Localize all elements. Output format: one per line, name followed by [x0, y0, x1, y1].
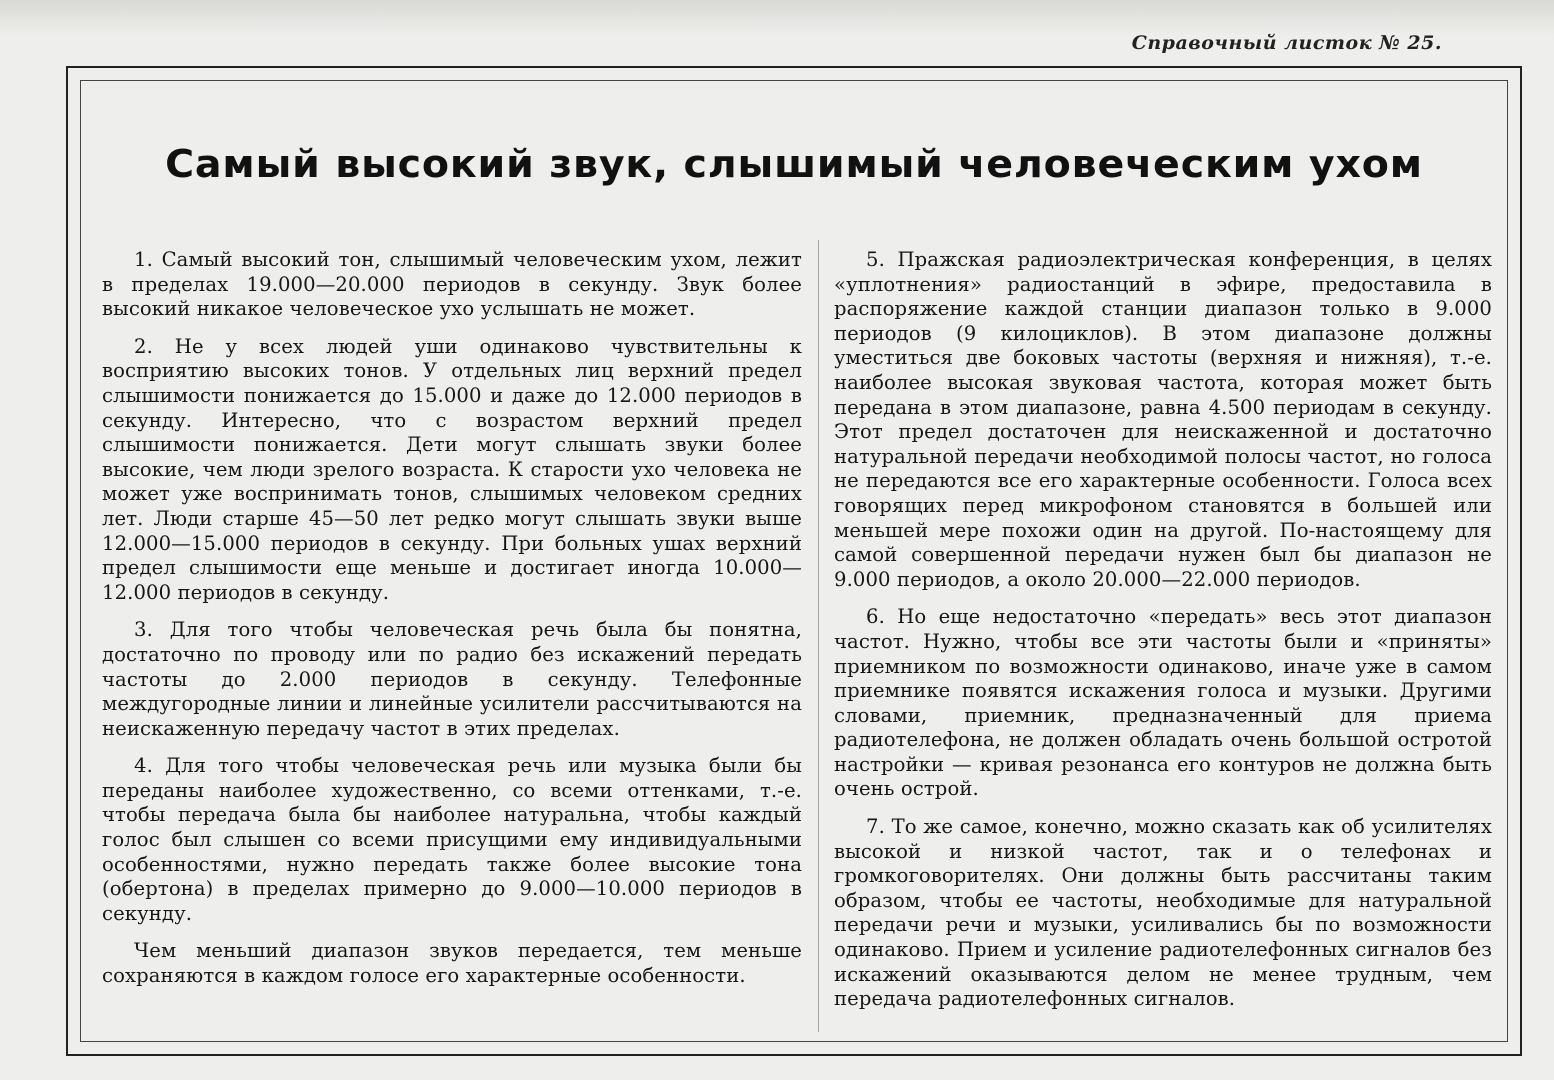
column-divider — [818, 240, 819, 1032]
paragraph-3: 3. Для того чтобы человеческая речь была бы понятна, достаточно по проводу или по радио без искажений передать частоты до 2.000 периодов в секунду. Телефонные междугородные линии и линейные усилители рассчитываются на неискаженную передачу частот в этих пределах. — [102, 618, 802, 740]
paragraph-2: 2. Не у всех людей уши одинаково чувствительны к восприятию высоких тонов. У отдельных лиц верхний предел слышимости понижается до 15.000 и даже до 12.000 периодов в секунду. Интересно, что с возрастом верхний предел слышимости понижается. Дети могут слышать звуки более высокие, чем люди зрелого возраста. К старости ухо человека не может уже воспринимать тонов, слышимых человеком средних лет. Люди старше 45—50 лет редко могут слышать звуки выше 12.000—15.000 периодов в секунду. При больных ушах верхний предел слышимости еще меньше и достигает иногда 10.000—12.000 периодов в секунду. — [102, 334, 802, 604]
paragraph-4-conclusion: Чем меньший диапазон звуков передается, тем меньше сохраняются в каждом голосе его характерные особенности. — [102, 939, 802, 988]
paragraph-4: 4. Для того чтобы человеческая речь или музыка были бы переданы наиболее художественно, со всеми оттенками, т.-е. чтобы передача была бы наиболее натуральна, чтобы каждый голос был слышен со всеми присущими ему индивидуальными особенностями, нужно передать также более высокие тона (обертона) в пределах примерно до 9.000—10.000 периодов в секунду. — [102, 754, 802, 925]
left-column — [102, 248, 802, 1002]
paragraph-7: 7. То же самое, конечно, можно сказать как об усилителях высокой и низкой частот, так и о телефонах и громкоговорителях. Они должны быть рассчитаны таким образом, чтобы ее частоты, необходимые для натуральной передачи речи и музыки, усиливались бы по возможности одинаково. Прием и усиление радиотелефонных сигналов без искажений оказываются делом не менее трудным, чем передача радиотелефонных сигналов. — [834, 815, 1492, 1011]
scan-shading — [0, 0, 1554, 36]
paragraph-5: 5. Пражская радиоэлектрическая конференция, в целях «уплотнения» радиостанций в эфире, предоставила в распоряжение каждой станции диапазон только в 9.000 периодов (9 килоциклов). В этом диапазоне должны уместиться две боковых частоты (верхняя и нижняя), т.-е. наиболее высокая звуковая частота, которая может быть передана в этом диапазоне, равна 4.500 периодам в секунду. Этот предел достаточен для неискаженной и достаточно натуральной передачи необходимой полосы частот, но голоса не передаются все его характерные особенности. Голоса всех говорящих перед микрофоном становятся в большей или меньшей мере похожи один на другой. По-настоящему для самой совершенной передачи нужен был бы диапазон не 9.000 периодов, а около 20.000—22.000 периодов. — [834, 248, 1492, 591]
running-head: Справочный листок № 25. — [1131, 32, 1442, 54]
right-column — [834, 248, 1492, 1025]
paragraph-6: 6. Но еще недостаточно «передать» весь этот диапазон частот. Нужно, чтобы все эти частоты были и «приняты» приемником по возможности одинаково, иначе уже в самом приемнике появятся искажения голоса и музыки. Другими словами, приемник, предназначенный для приема радиотелефона, не должен обладать очень большой остротой настройки — кривая резонанса его контуров не должна быть очень острой. — [834, 605, 1492, 801]
article-title: Самый высокий звук, слышимый человеческим ухом — [165, 142, 1423, 186]
paragraph-1: 1. Самый высокий тон, слышимый человеческим ухом, лежит в пределах 19.000—20.000 периодов в секунду. Звук более высокий никакое человеческое ухо услышать не может. — [102, 248, 802, 321]
